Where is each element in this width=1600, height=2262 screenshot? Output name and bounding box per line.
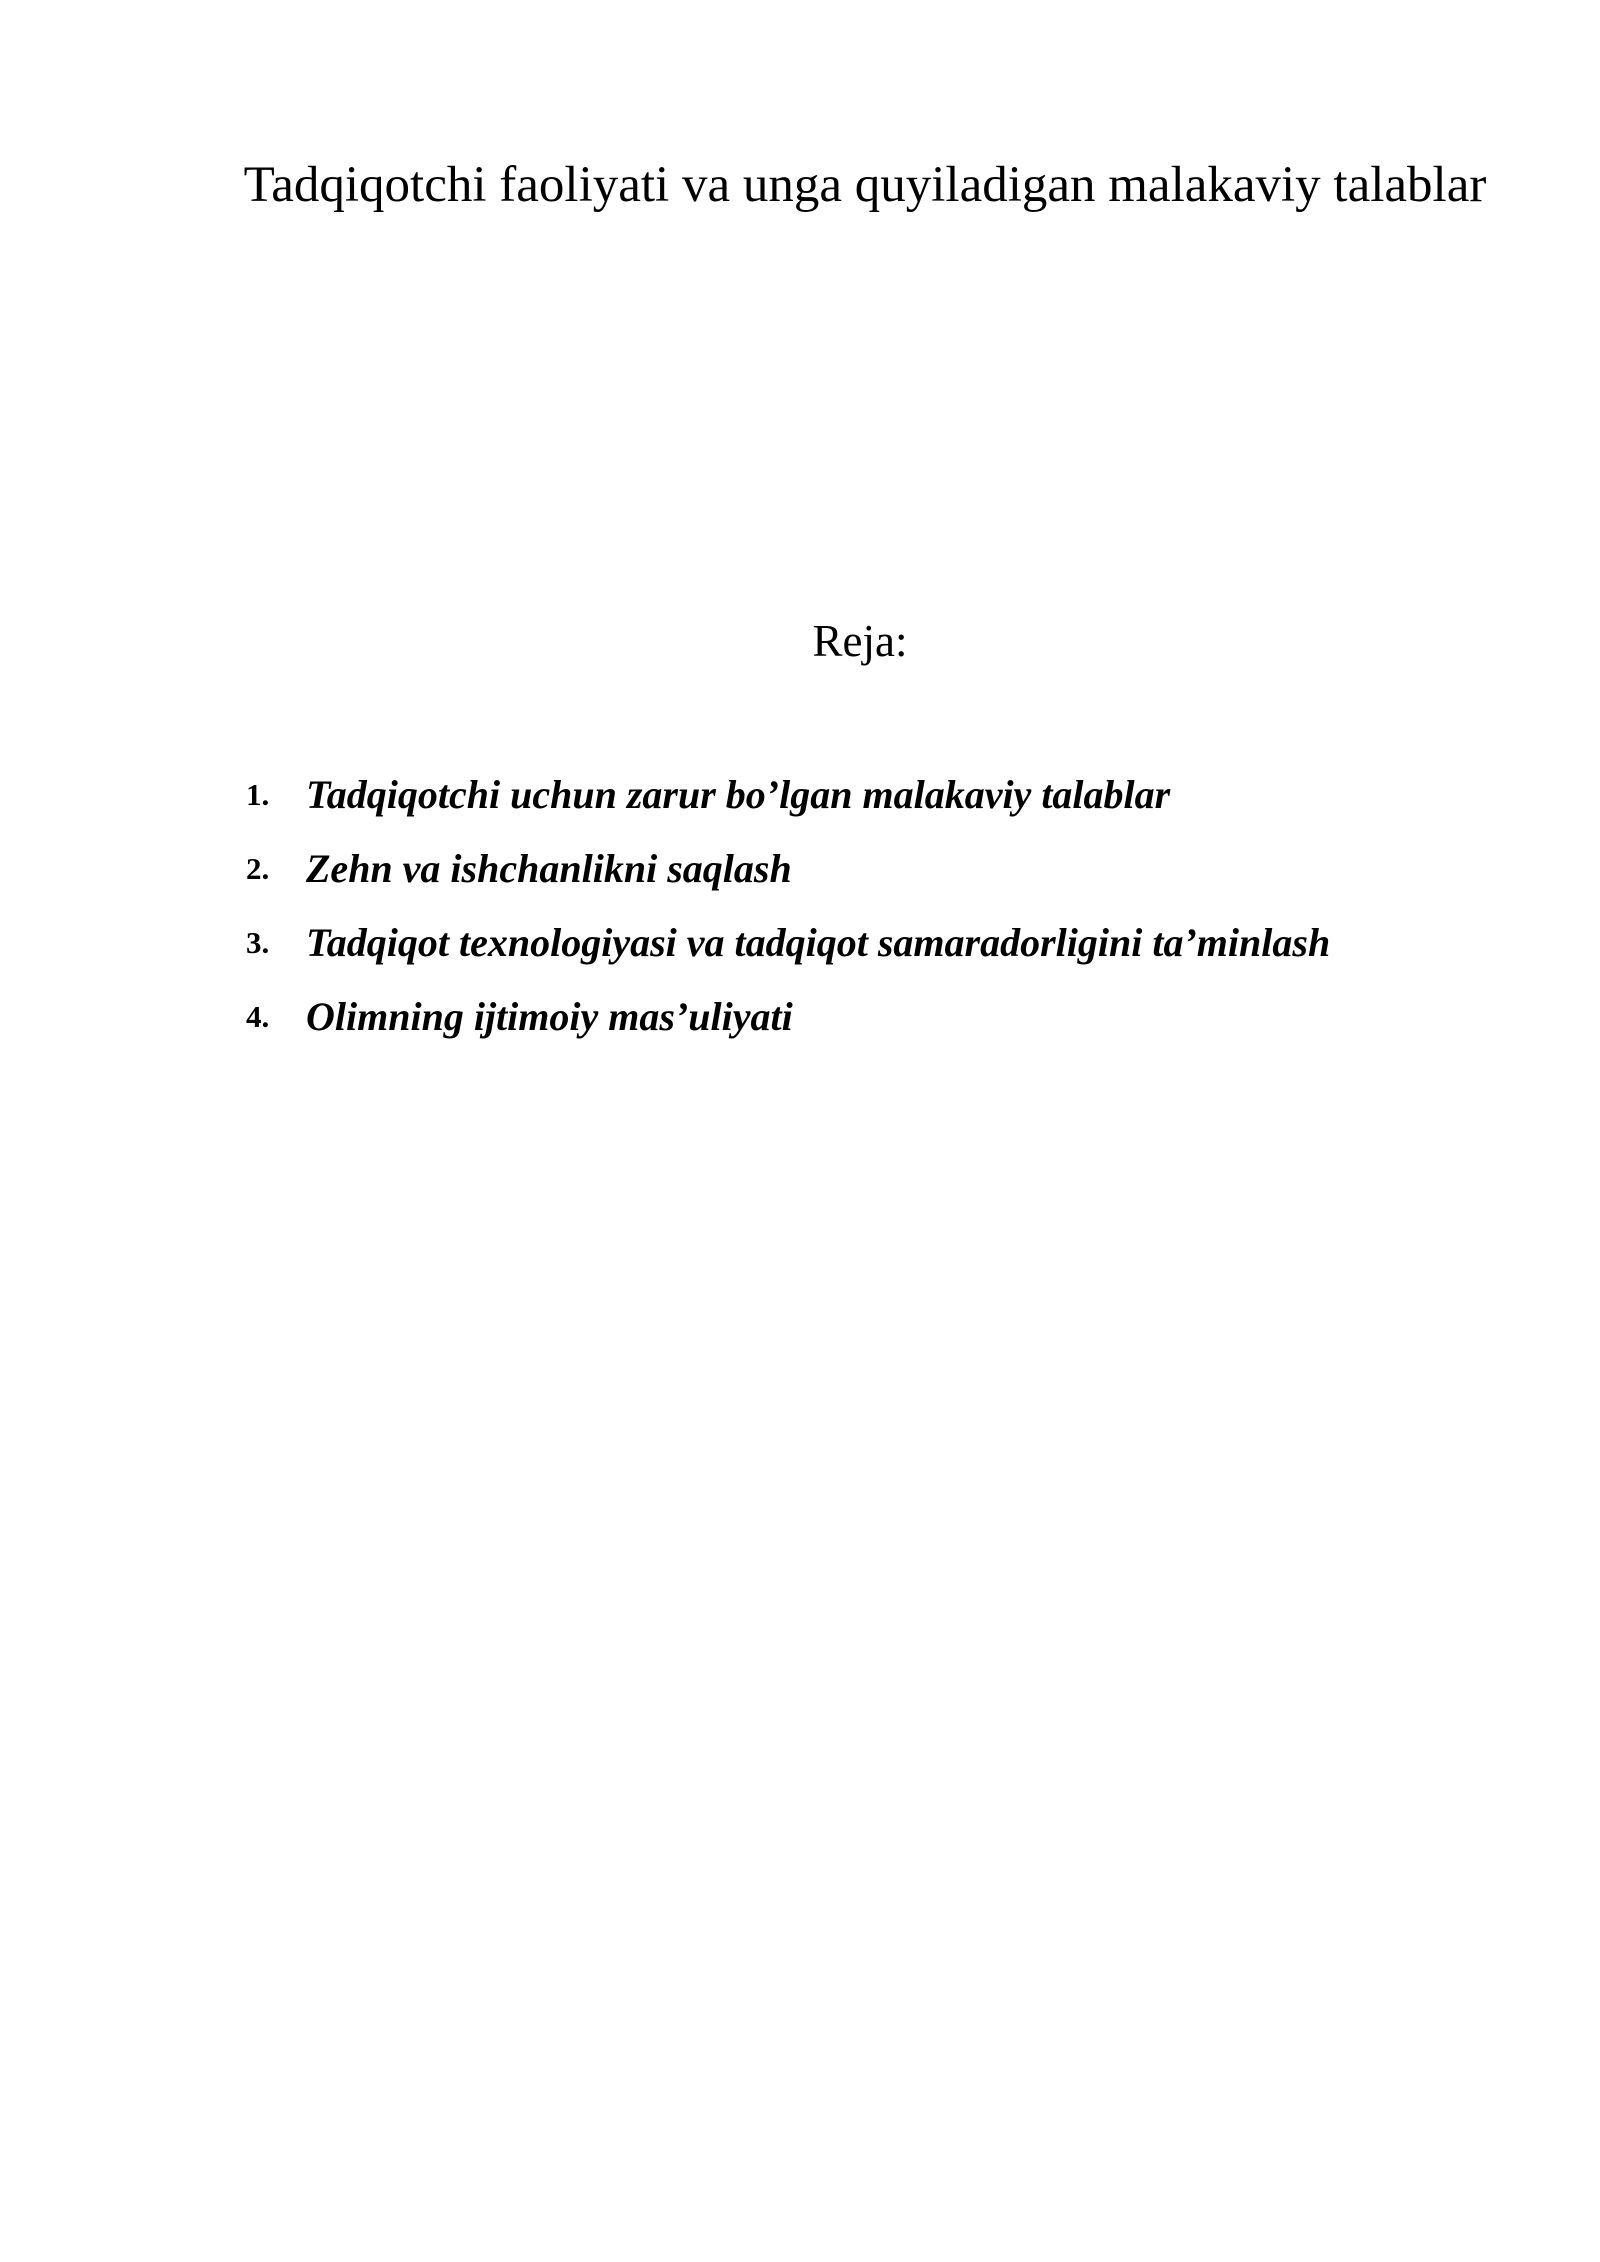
plan-item-number: 3. — [246, 925, 270, 960]
plan-item-number: 1. — [246, 777, 270, 812]
plan-item-number: 2. — [246, 851, 270, 886]
plan-heading: Reja: — [812, 616, 908, 666]
plan-item-text: Olimning ijtimoiy mas’uliyati — [306, 994, 793, 1039]
document-title: Tadqiqotchi faoliyati va unga quyiladigan malakaviy talablar — [243, 157, 1487, 213]
plan-item-number: 4. — [246, 999, 270, 1034]
plan-item — [0, 832, 1600, 906]
plan-item — [0, 980, 1600, 1054]
plan-item — [0, 906, 1600, 980]
plan-item-text: Zehn va ishchanlikni saqlash — [306, 846, 792, 891]
plan-item-text: Tadqiqot texnologiyasi va tadqiqot samaradorligini ta’minlash — [306, 920, 1331, 965]
plan-item-text: Tadqiqotchi uchun zarur bo’lgan malakaviy talablar — [306, 772, 1171, 817]
plan-item — [0, 758, 1600, 832]
plan-list — [0, 758, 1600, 1054]
